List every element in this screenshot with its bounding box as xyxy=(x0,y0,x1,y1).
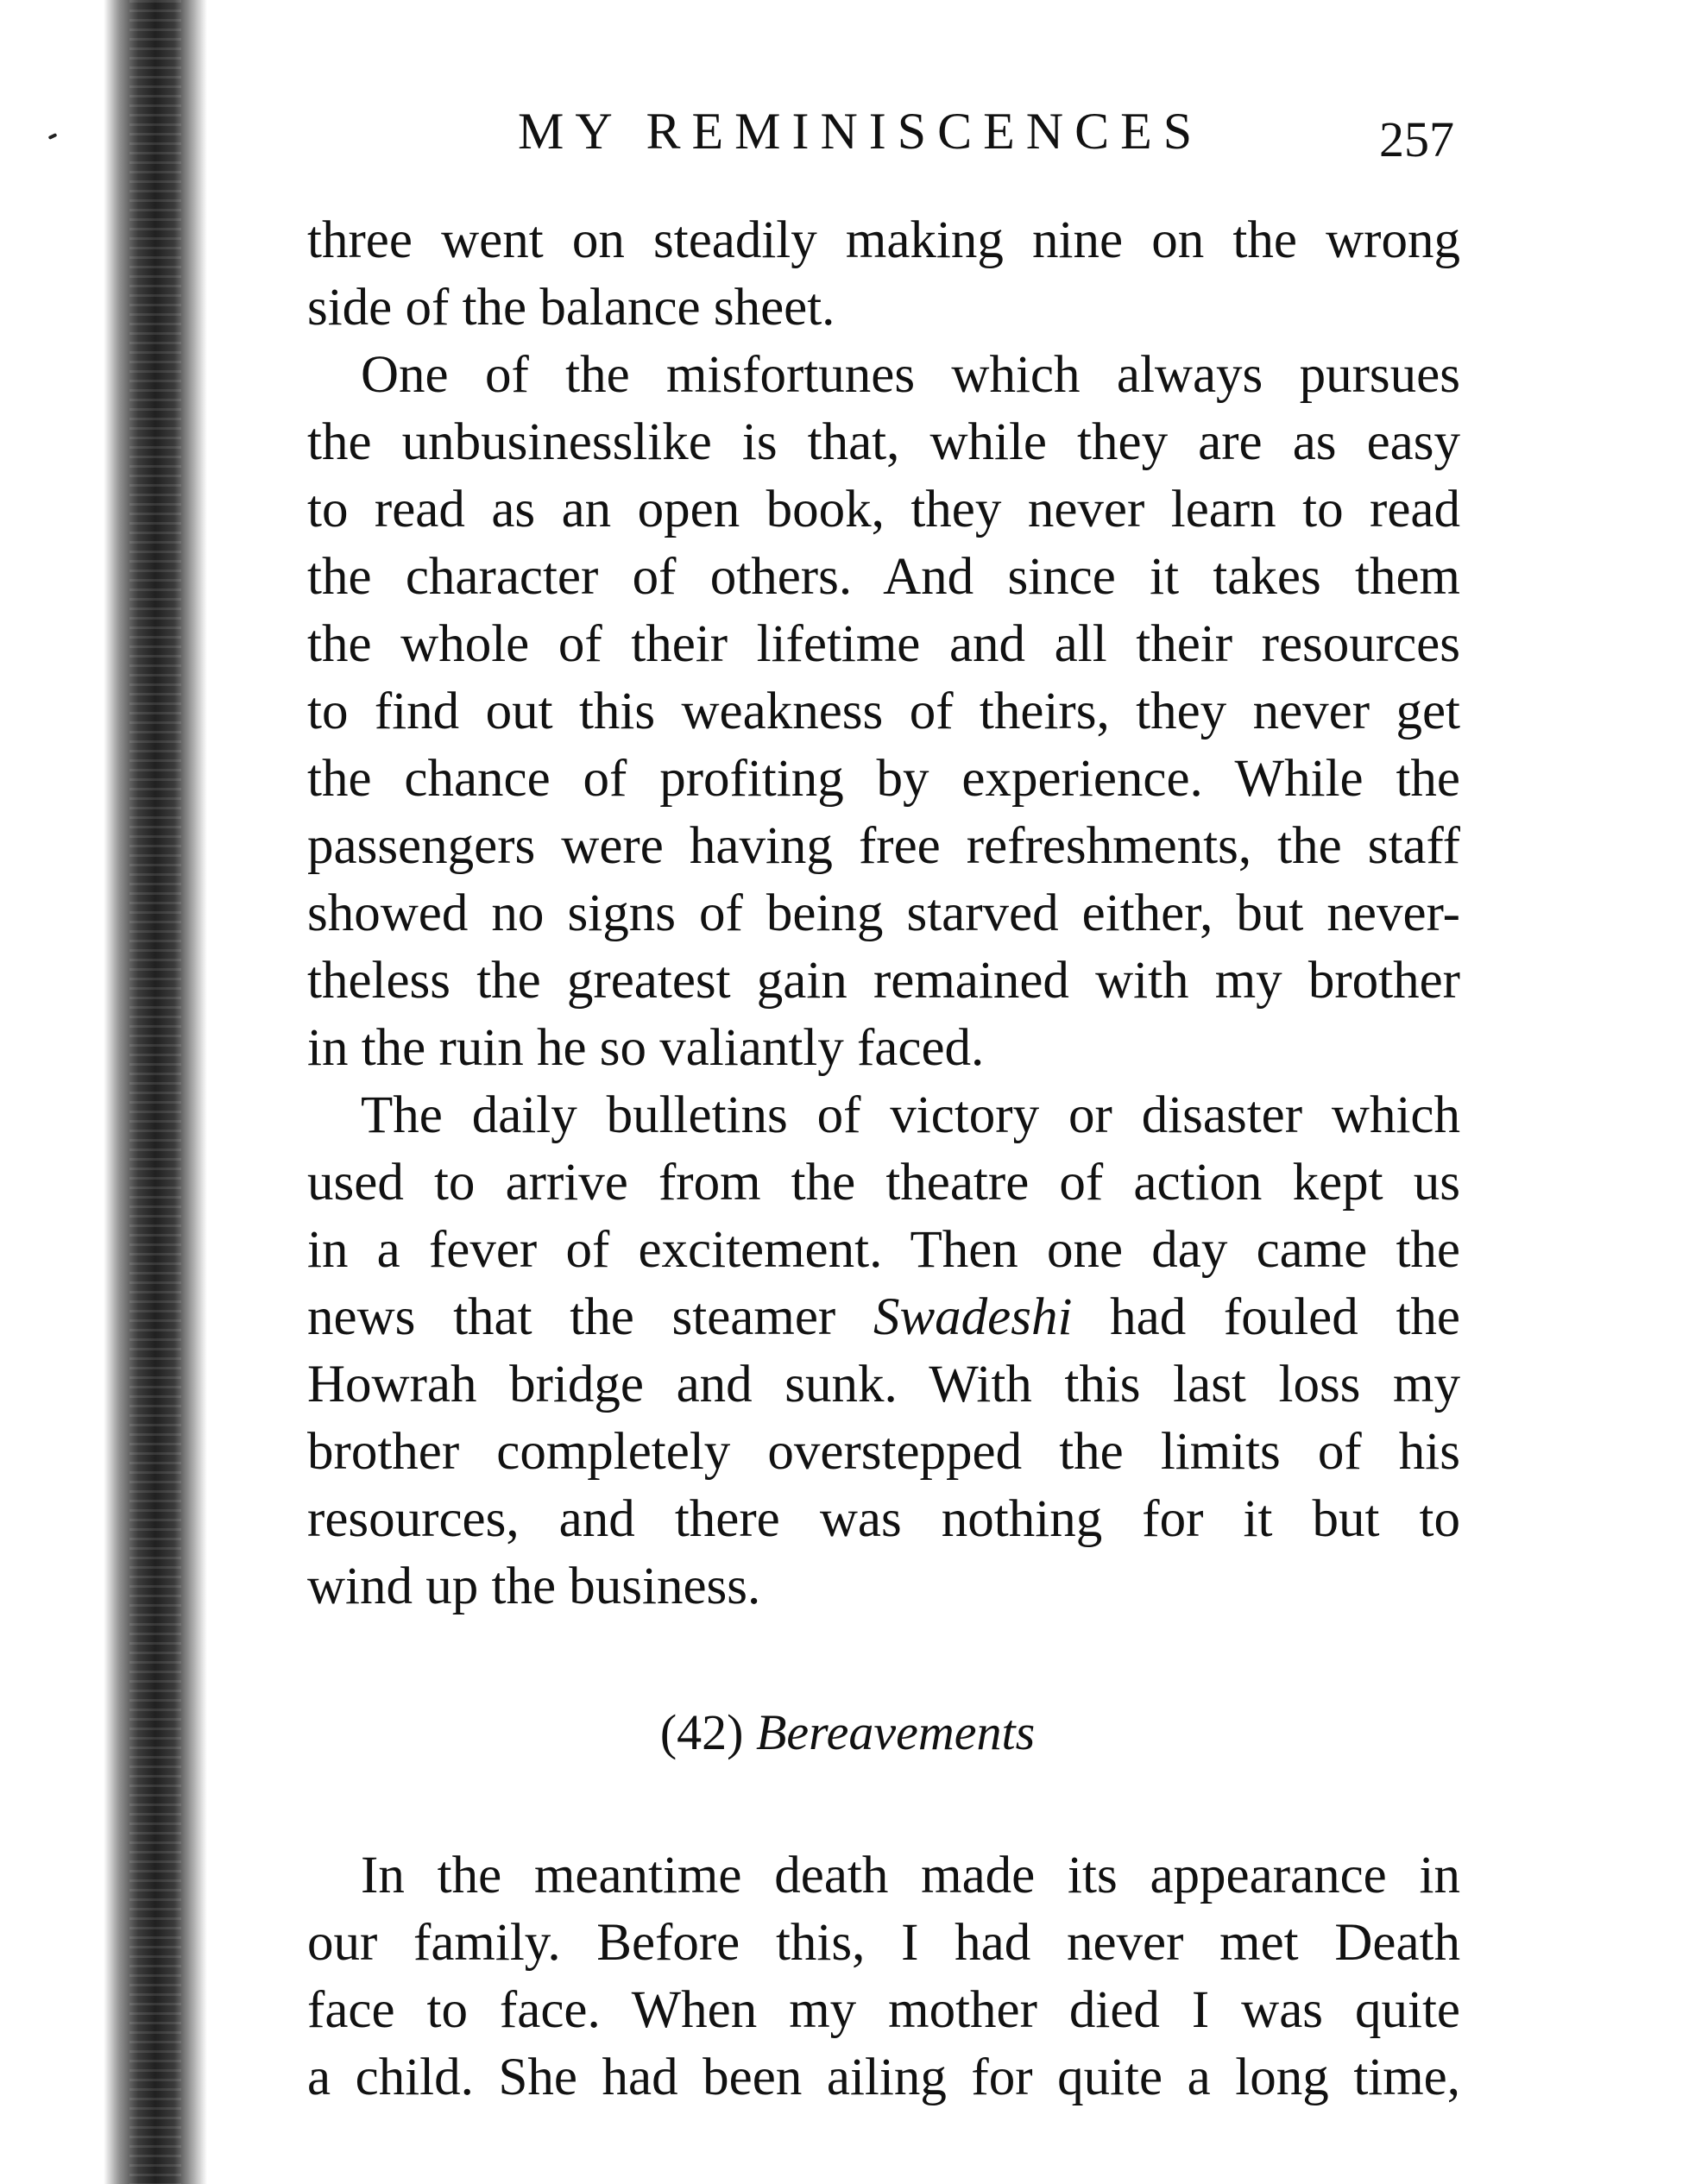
text-line: the unbusinesslike is that, while they are as easy xyxy=(307,413,1460,471)
text-line: in the ruin he so valiantly faced. xyxy=(307,1019,985,1077)
text-line: brother completely overstepped the limits of his xyxy=(307,1423,1460,1481)
text-fragment: had fouled the xyxy=(1072,1288,1461,1346)
text-line: theless the greatest gain remained with my brother xyxy=(307,952,1460,1010)
text-line: resources, and there was nothing for it but to xyxy=(307,1490,1460,1548)
text-line: three went on steadily making nine on the wrong xyxy=(307,211,1460,269)
text-line: passengers were having free refreshments, the staff xyxy=(307,817,1460,875)
text-line: used to arrive from the theatre of action kept us xyxy=(307,1154,1460,1212)
running-head: MY REMINISCENCES xyxy=(518,103,1204,160)
text-line: the whole of their lifetime and all their resources xyxy=(307,615,1460,673)
section-heading xyxy=(0,1698,1695,1767)
page-number: 257 xyxy=(1379,111,1454,167)
text-line: side of the balance sheet. xyxy=(307,279,835,337)
text-line: showed no signs of being starved either, but never- xyxy=(307,884,1460,942)
text-line: to read as an open book, they never learn to read xyxy=(307,481,1460,538)
text-line: The daily bulletins of victory or disaster which xyxy=(361,1086,1460,1144)
section-number: (42) xyxy=(659,1704,744,1760)
text-line: to find out this weakness of theirs, they never get xyxy=(307,683,1460,740)
text-line: Howrah bridge and sunk. With this last loss my xyxy=(307,1356,1460,1413)
text-line: in a fever of excitement. Then one day came the xyxy=(307,1221,1460,1279)
text-line: our family. Before this, I had never met Death xyxy=(307,1914,1460,1972)
text-line: wind up the business. xyxy=(307,1558,761,1615)
text-line: face to face. When my mother died I was quite xyxy=(307,1981,1460,2039)
text-line: the chance of profiting by experience. While the xyxy=(307,750,1460,808)
text-line: In the meantime death made its appearance in xyxy=(361,1847,1460,1904)
text-line: One of the misfortunes which always pursues xyxy=(361,346,1460,404)
binding-gutter-texture xyxy=(129,0,181,2184)
text-line-ship-name xyxy=(307,1284,1460,1351)
ink-speck xyxy=(48,133,58,140)
ship-name: Swadeshi xyxy=(873,1288,1073,1346)
text-line: a child. She had been ailing for quite a long time, xyxy=(307,2049,1460,2106)
section-title: Bereavements xyxy=(756,1704,1036,1760)
text-fragment: news that the steamer xyxy=(307,1288,873,1346)
text-line: the character of others. And since it takes them xyxy=(307,548,1460,606)
